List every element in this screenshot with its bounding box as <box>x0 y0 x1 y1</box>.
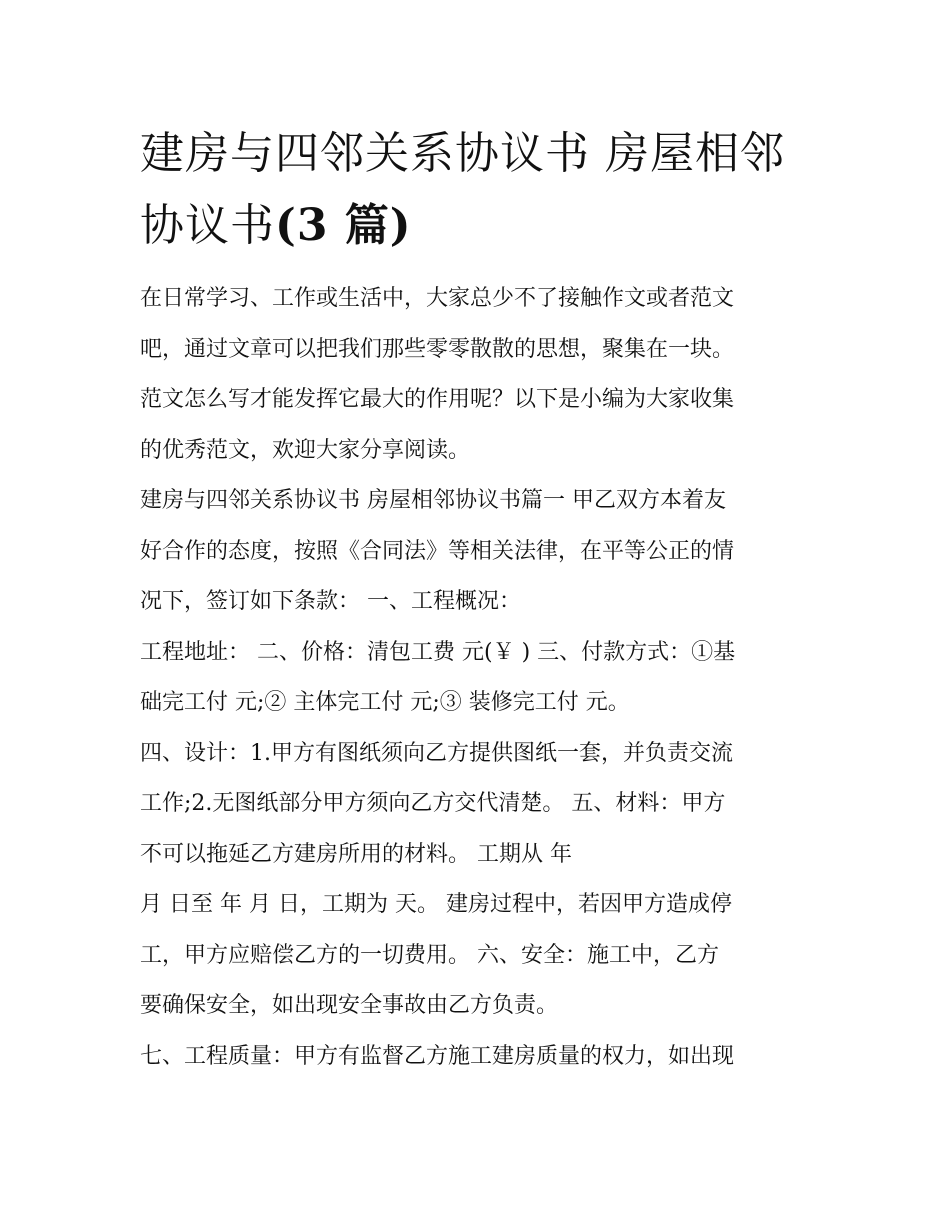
text-line: 况下，签订如下条款： 一、工程概况： <box>140 589 521 614</box>
text-line: 吧，通过文章可以把我们那些零零散散的思想，聚集在一块。 <box>140 336 735 362</box>
paragraph-list <box>140 274 812 1082</box>
paragraph <box>140 628 812 729</box>
text-line: 工，甲方应赔偿乙方的一切费用。 六、安全：施工中，乙方 <box>140 942 719 968</box>
text-line: 的优秀范文，欢迎大家分享阅读。 <box>140 437 471 463</box>
text-line: 要确保安全，如出现安全事故由乙方负责。 <box>140 993 559 1018</box>
paragraph <box>140 1032 812 1083</box>
text-line: 四、设计：1.甲方有图纸须向乙方提供图纸一套，并负责交流 <box>140 740 733 766</box>
document-title <box>140 118 812 262</box>
text-line: 范文怎么写才能发挥它最大的作用呢？以下是小编为大家收集 <box>140 387 735 412</box>
text-line: 七、工程质量：甲方有监督乙方施工建房质量的权力，如出现 <box>140 1043 735 1069</box>
text-line: 月 日至 年 月 日，工期为 天。 建房过程中，若因甲方造成停 <box>140 892 732 917</box>
title-text: 建房与四邻关系协议书 房屋相邻协议书 <box>140 128 785 251</box>
paragraph <box>140 476 812 628</box>
document-body <box>140 118 812 1082</box>
paragraph <box>140 274 812 476</box>
text-line: 工程地址： 二、价格：清包工费 元(￥ ) 三、付款方式：①基 <box>140 639 736 665</box>
text-line: 不可以拖延乙方建房所用的材料。 工期从 年 <box>140 841 572 867</box>
text-line: 础完工付 元;② 主体完工付 元;③ 装修完工付 元。 <box>140 690 630 715</box>
text-line: 在日常学习、工作或生活中，大家总少不了接触作文或者范文 <box>140 286 735 311</box>
text-line: 建房与四邻关系协议书 房屋相邻协议书篇一 甲乙双方本着友 <box>140 488 726 513</box>
paragraph <box>140 880 812 1032</box>
title-count: (3 篇) <box>275 200 412 251</box>
paragraph <box>140 729 812 881</box>
text-line: 工作;2.无图纸部分甲方须向乙方交代清楚。 五、材料：甲方 <box>140 791 726 816</box>
text-line: 好合作的态度，按照《合同法》等相关法律，在平等公正的情 <box>140 538 735 564</box>
